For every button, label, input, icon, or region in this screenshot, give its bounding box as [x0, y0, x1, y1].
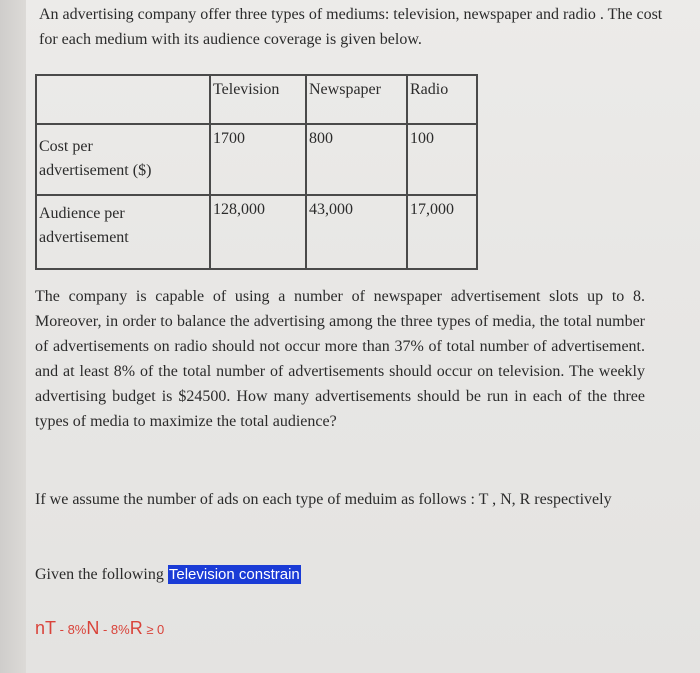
formula-minus-8pct: - 8%	[56, 622, 87, 637]
header-cell-television: Television	[210, 75, 306, 124]
intro-text: An advertising company offer three types of mediums: television, newspaper and radio . The cost for each medium with its audience coverage is given below.	[39, 6, 663, 48]
cell-audience-television: 128,000	[210, 195, 306, 269]
cell-cost-newspaper: 800	[306, 124, 407, 195]
problem-paragraph: The company is capable of using a number of newspaper advertisement slots up to 8. Moreover, in order to balance the advertising among the three types of media, the total number of advertisements on radio should not occur more than 37% of total number of advertisement. and at least 8% of the total number of advertisements should occur on television. The weekly advertising budget is $24500. How many advertisements should be run in each of the three types of media to maximize the total audience?	[35, 288, 645, 430]
constraint-formula	[35, 614, 164, 644]
formula-geq-zero: ≥ 0	[142, 622, 165, 637]
document-page	[26, 0, 700, 673]
assumption-paragraph: If we assume the number of ads on each type of meduim as follows : T , N, R respectively	[35, 491, 612, 508]
cell-cost-television: 1700	[210, 124, 306, 195]
selected-text-highlight[interactable]: Television constrain	[168, 566, 300, 583]
formula-minus-8pct: - 8%	[99, 622, 130, 637]
table-row	[36, 195, 477, 269]
table-header-row	[36, 75, 477, 124]
table-row	[36, 124, 477, 195]
header-cell-newspaper: Newspaper	[306, 75, 407, 124]
left-background-strip	[0, 0, 26, 673]
row-label-audience: Audience per advertisement	[36, 195, 210, 269]
media-cost-table	[35, 74, 478, 270]
header-cell-radio: Radio	[407, 75, 477, 124]
formula-term-N: N	[86, 618, 100, 638]
cell-audience-newspaper: 43,000	[306, 195, 407, 269]
formula-term-R: R	[129, 618, 143, 638]
cell-audience-radio: 17,000	[407, 195, 477, 269]
cell-cost-radio: 100	[407, 124, 477, 195]
row-label-cost: Cost per advertisement ($)	[36, 124, 210, 195]
given-prefix: Given the following	[35, 566, 164, 583]
given-line	[35, 563, 301, 587]
header-cell-empty	[36, 75, 210, 124]
formula-term-nT: nT	[35, 618, 57, 638]
